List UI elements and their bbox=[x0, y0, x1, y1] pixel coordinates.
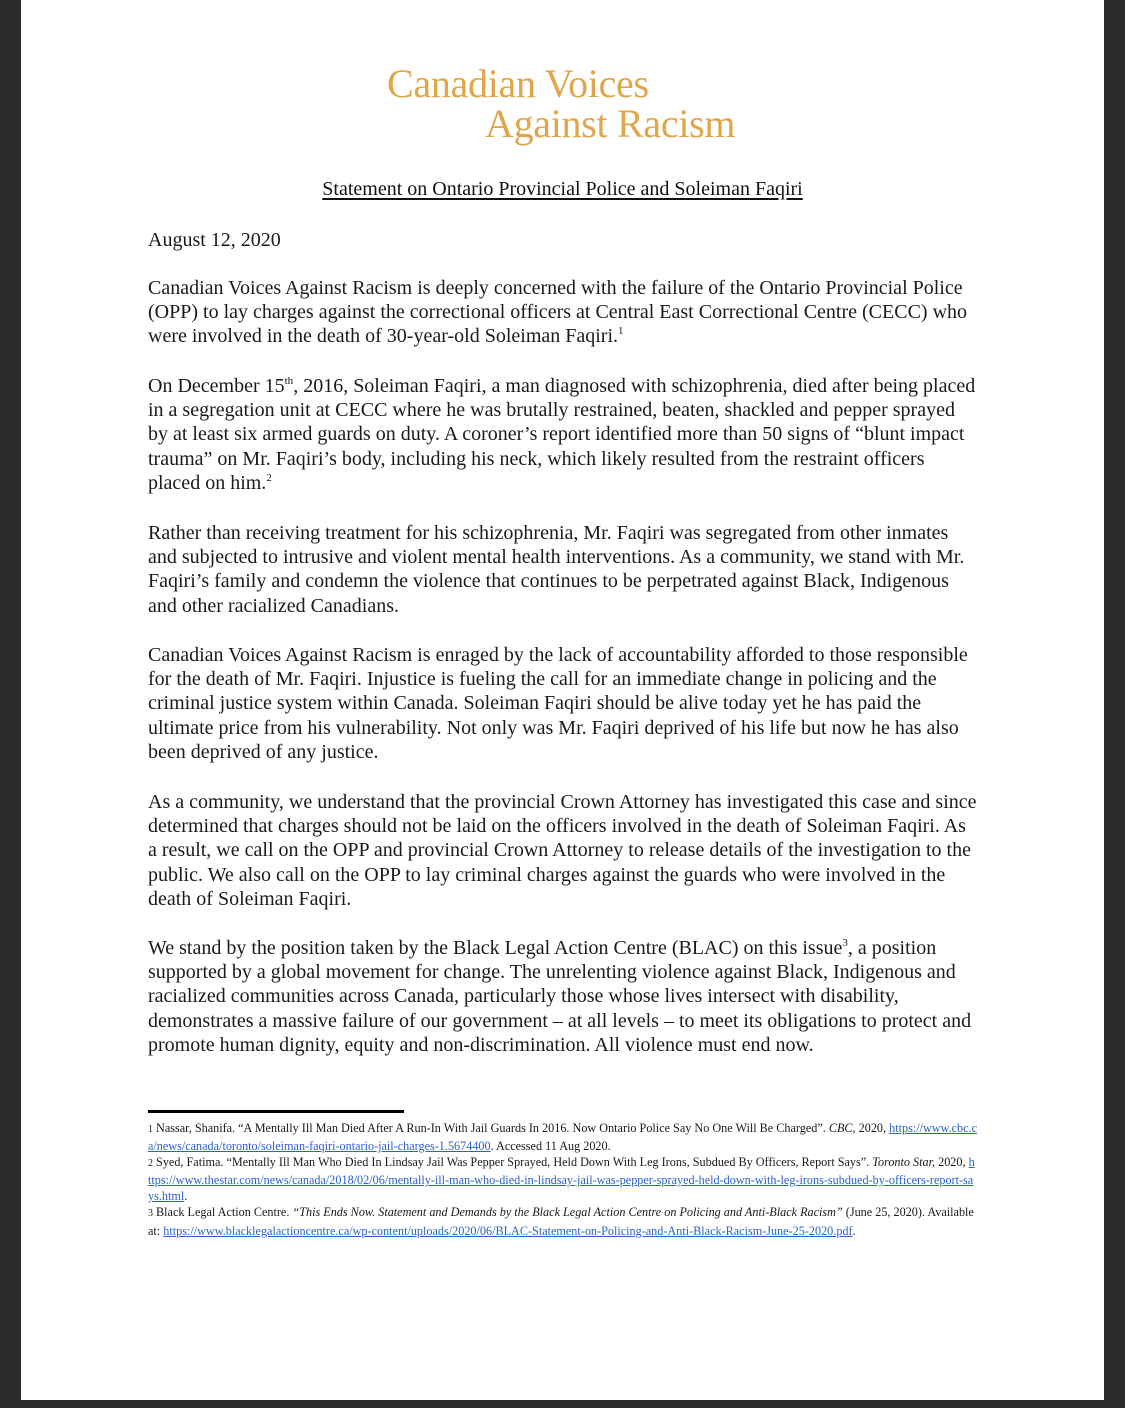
footnote-source: “This Ends Now. Statement and Demands by the Black Legal Action Centre on Policing and Anti-Black Racism” bbox=[292, 1205, 843, 1220]
footnote-text: Black Legal Action Centre. bbox=[156, 1205, 293, 1220]
footnote-ref-1[interactable]: 1 bbox=[618, 325, 624, 338]
ordinal-suffix: th bbox=[284, 375, 294, 387]
logo-line-2: Against Racism bbox=[485, 101, 736, 146]
paragraph-2 bbox=[148, 374, 978, 495]
paragraph-3 bbox=[148, 521, 978, 618]
paragraph-text: Canadian Voices Against Racism is enraged by the lack of accountability afforded to those responsible for the death of Mr. Faqiri. Injustice is fueling the call for an immediate change in policing and the criminal justice system within Canada. Soleiman Faqiri should be alive today yet he has paid the ultimate price from his vulnerability. Not only was Mr. Faqiri deprived of his life but now he has also been deprived of any justice. bbox=[148, 644, 968, 763]
footnote-3 bbox=[148, 1204, 978, 1238]
footnote-number: 3 bbox=[148, 1208, 153, 1220]
paragraph-text: , a position supported by a global movement for change. The unrelenting violence against Black, Indigenous and racialized communities across Canada, particularly those whose lives intersect with disability, demonstrates a massive failure of our government – at all levels – to meet its obligations to protect and promote human dignity, equity and non-discrimination. All violence must end now. bbox=[148, 937, 972, 1056]
paragraph-text: , 2016, Soleiman Faqiri, a man diagnosed with schizophrenia, died after being placed in a segregation unit at CECC where he was brutally restrained, beaten, shackled and pepper sprayed by at least six armed guards on duty. A coroner’s report identified more than 50 signs of “blunt impact trauma” on Mr. Faqiri’s body, including his neck, which likely resulted from the restraint officers placed on him. bbox=[148, 375, 976, 494]
footnote-link[interactable]: https://www.cbc.ca/news/canada/toronto/soleiman-faqiri-ontario-jail-charges-1.5674400 bbox=[148, 1121, 977, 1154]
footnote-after: . bbox=[184, 1189, 188, 1204]
paragraph-text: Rather than receiving treatment for his schizophrenia, Mr. Faqiri was segregated from other inmates and subjected to intrusive and violent mental health interventions. As a community, we stand with Mr. Faqiri’s family and condemn the violence that continues to be perpetrated against Black, Indigenous and other racialized Canadians. bbox=[148, 522, 965, 617]
footnote-source: Toronto Star, bbox=[872, 1155, 936, 1170]
footnote-year: (June 25, 2020). Available at: bbox=[148, 1205, 974, 1238]
statement-date: August 12, 2020 bbox=[148, 229, 281, 251]
footnote-year: 2020, bbox=[855, 1121, 890, 1135]
organization-logo bbox=[387, 61, 736, 146]
document-title bbox=[21, 177, 1104, 201]
paragraph-text: We stand by the position taken by the Black Legal Action Centre (BLAC) on this issue bbox=[148, 937, 843, 959]
footnote-text: Nassar, Shanifa. “A Mentally Ill Man Died After A Run-In With Jail Guards In 2016. Now Ontario Police Say No One Will Be Charged”. bbox=[156, 1121, 829, 1135]
footnote-number: 1 bbox=[148, 1124, 153, 1135]
footnote-number: 2 bbox=[148, 1158, 153, 1170]
paragraph-text: As a community, we understand that the provincial Crown Attorney has investigated this case and since determined that charges should not be laid on the officers involved in the death of Soleiman Faqiri. As a result, we call on the OPP and provincial Crown Attorney to release details of the investigation to the public. We also call on the OPP to lay criminal charges against the guards who were involved in the death of Soleiman Faqiri. bbox=[148, 791, 977, 910]
footnote-link[interactable]: https://www.blacklegalactioncentre.ca/wp-content/uploads/2020/06/BLAC-Statement-on-Policing-and-Anti-Black-Racism-June-25-2020.pdf bbox=[163, 1223, 853, 1238]
footnote-after: . Accessed 11 Aug 2020. bbox=[490, 1139, 611, 1154]
footnote-2 bbox=[148, 1154, 978, 1204]
footnote-source: CBC, bbox=[828, 1121, 856, 1135]
footnote-ref-2[interactable]: 2 bbox=[266, 471, 272, 484]
footnote-divider bbox=[148, 1110, 404, 1113]
paragraph-4 bbox=[148, 643, 978, 764]
document-title-text: Statement on Ontario Provincial Police and Soleiman Faqiri bbox=[322, 178, 803, 200]
paragraph-text: On December 15 bbox=[148, 375, 285, 397]
footnote-ref-3[interactable]: 3 bbox=[842, 937, 848, 949]
logo-line-1: Canadian Voices bbox=[387, 61, 649, 106]
paragraph-5 bbox=[148, 790, 978, 911]
paragraph-text: Canadian Voices Against Racism is deeply concerned with the failure of the Ontario Provincial Police (OPP) to lay charges against the correctional officers at Central East Correctional Centre (CECC) who were involved in the death of 30-year-old Soleiman Faqiri. bbox=[148, 277, 968, 348]
footnote-after: . bbox=[852, 1223, 856, 1238]
document-page bbox=[21, 0, 1104, 1400]
paragraph-1 bbox=[148, 276, 978, 349]
footnote-text: Syed, Fatima. “Mentally Ill Man Who Died In Lindsay Jail Was Pepper Sprayed, Held Down With Leg Irons, Subdued By Officers, Report Says”. bbox=[156, 1155, 873, 1170]
footnote-year: 2020, bbox=[935, 1155, 969, 1170]
footnotes bbox=[148, 1120, 978, 1239]
paragraph-6 bbox=[148, 936, 978, 1057]
footnote-1 bbox=[148, 1120, 978, 1154]
footnote-link[interactable]: https://www.thestar.com/news/canada/2018/02/06/mentally-ill-man-who-died-in-lindsay-jail-was-pepper-sprayed-held-down-with-leg-irons-subdued-by-officers-report-says.html bbox=[148, 1155, 975, 1204]
